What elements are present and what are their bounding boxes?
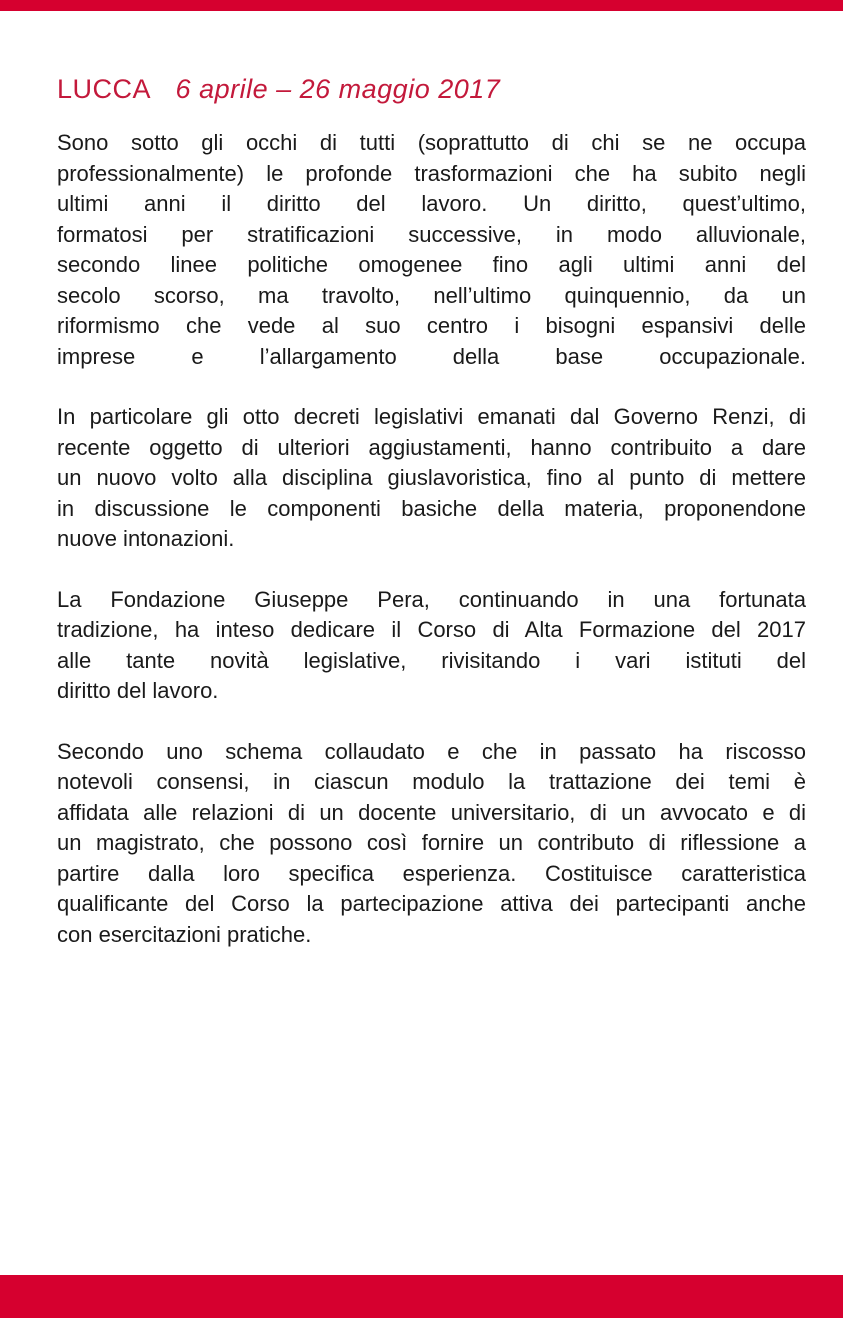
text-line: con esercitazioni pratiche. [57,921,312,947]
text-line: partire dalla loro specifica esperienza. Costituisce caratteristica [57,860,806,886]
document-content [57,0,806,980]
text-line: qualificante del Corso la partecipazione attiva dei partecipanti anche [57,891,806,916]
text-line: ultimi anni il diritto del lavoro. Un diritto, quest’ultimo, [57,191,806,216]
text-line: formatosi per stratificazioni successive, in modo alluvionale, [57,221,806,247]
page-title [57,73,806,105]
title-date-range: 6 aprile – 26 maggio 2017 [175,74,501,104]
text-line: secolo scorso, ma travolto, nell’ultimo quinquennio, da un [57,282,806,308]
text-line: Sono sotto gli occhi di tutti (soprattutto di chi se ne occupa [57,130,806,155]
paragraph [57,128,806,372]
text-line: professionalmente) le profonde trasformazioni che ha subito negli [57,160,806,186]
text-line: notevoli consensi, in ciascun modulo la trattazione dei temi è [57,769,806,794]
text-line: alle tante novità legislative, rivisitando i vari istituti del [57,647,806,673]
text-line: tradizione, ha inteso dedicare il Corso di Alta Formazione del 2017 [57,617,806,642]
text-line: La Fondazione Giuseppe Pera, continuando in una fortunata [57,586,806,612]
text-line: in discussione le componenti basiche della materia, proponendone [57,495,806,521]
body-paragraphs [57,128,806,950]
text-line: In particolare gli otto decreti legislativi emanati dal Governo Renzi, di [57,404,806,429]
text-line: diritto del lavoro. [57,678,219,703]
text-line: riformismo che vede al suo centro i bisogni espansivi delle [57,313,806,338]
text-line: affidata alle relazioni di un docente universitario, di un avvocato e di [57,799,806,825]
paragraph [57,585,806,707]
bottom-red-bar [0,1275,843,1318]
text-line: un magistrato, che possono così fornire un contributo di riflessione a [57,830,806,855]
text-line: imprese e l’allargamento della base occupazionale. [57,343,806,369]
text-line: secondo linee politiche omogenee fino agli ultimi anni del [57,252,806,277]
text-line: recente oggetto di ulteriori aggiustamenti, hanno contribuito a dare [57,434,806,460]
text-line: un nuovo volto alla disciplina giuslavoristica, fino al punto di mettere [57,465,806,490]
text-line: nuove intonazioni. [57,526,235,551]
paragraph [57,402,806,555]
title-city: LUCCA [57,74,150,104]
paragraph [57,737,806,951]
text-line: Secondo uno schema collaudato e che in passato ha riscosso [57,738,806,764]
